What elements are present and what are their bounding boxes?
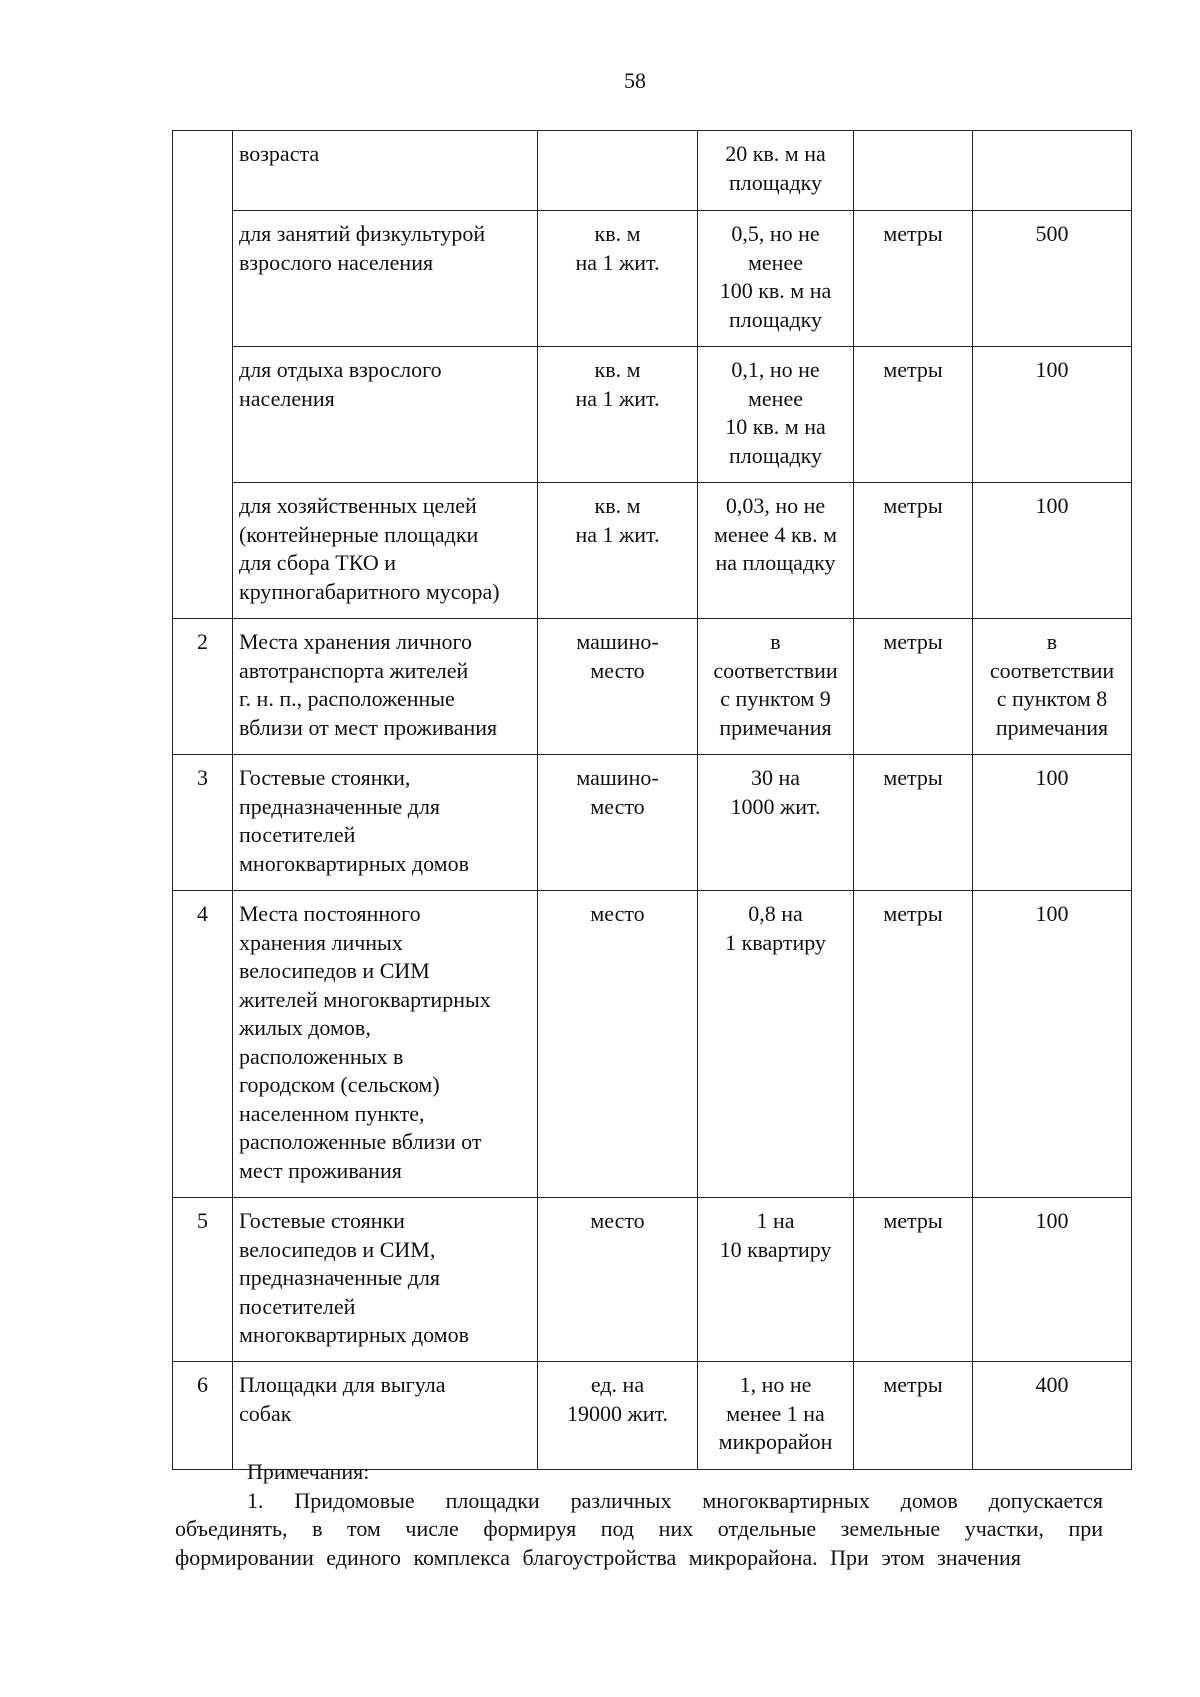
norm-cell: 0,03, но не менее 4 кв. м на площадку	[698, 483, 854, 619]
distance-cell	[973, 131, 1132, 211]
norm-cell: 0,5, но не менее 100 кв. м на площадку	[698, 211, 854, 347]
row-number-cell: 2	[173, 619, 233, 755]
table-row	[173, 211, 1132, 347]
measure-cell: метры	[854, 211, 973, 347]
norm-cell: 20 кв. м на площадку	[698, 131, 854, 211]
table-row	[173, 891, 1132, 1198]
distance-cell: 100	[973, 347, 1132, 483]
measure-cell: метры	[854, 1362, 973, 1470]
name-cell: Площадки для выгула собак	[233, 1362, 538, 1470]
norm-cell: 0,1, но не менее 10 кв. м на площадку	[698, 347, 854, 483]
table-row	[173, 483, 1132, 619]
measure-cell: метры	[854, 347, 973, 483]
distance-cell: 100	[973, 1198, 1132, 1362]
page-number: 58	[624, 68, 646, 93]
norm-cell: в соответствии с пунктом 9 примечания	[698, 619, 854, 755]
table-row	[173, 1362, 1132, 1470]
measure-cell: метры	[854, 755, 973, 891]
distance-cell: 100	[973, 891, 1132, 1198]
norm-cell: 0,8 на 1 квартиру	[698, 891, 854, 1198]
distance-cell: 400	[973, 1362, 1132, 1470]
name-cell: для занятий физкультурой взрослого населения	[233, 211, 538, 347]
unit-cell: ед. на 19000 жит.	[538, 1362, 698, 1470]
table-row	[173, 755, 1132, 891]
name-cell: возраста	[233, 131, 538, 211]
name-cell: Места постоянного хранения личных велосипедов и СИМ жителей многоквартирных жилых домов, расположенных в городском (сельском) населенном пункте, расположенные вблизи от мест проживания	[233, 891, 538, 1198]
measure-cell: метры	[854, 891, 973, 1198]
unit-cell	[538, 131, 698, 211]
unit-cell: машино- место	[538, 619, 698, 755]
table-row	[173, 131, 1132, 211]
name-cell: Места хранения личного автотранспорта жителей г. н. п., расположенные вблизи от мест проживания	[233, 619, 538, 755]
name-cell: для отдыха взрослого населения	[233, 347, 538, 483]
distance-cell: 500	[973, 211, 1132, 347]
distance-cell: 100	[973, 755, 1132, 891]
measure-cell	[854, 131, 973, 211]
norm-cell: 1 на 10 квартиру	[698, 1198, 854, 1362]
unit-cell: место	[538, 891, 698, 1198]
row-number-cell: 6	[173, 1362, 233, 1470]
norm-cell: 30 на 1000 жит.	[698, 755, 854, 891]
unit-cell: кв. м на 1 жит.	[538, 347, 698, 483]
table-row	[173, 619, 1132, 755]
norms-table	[172, 130, 1132, 1470]
note-paragraph: 1. Придомовые площадки различных многоквартирных домов допускается объединять, в том числе формируя под них отдельные земельные участки, при формировании единого комплекса благоустройства микрорайона. При этом значения	[175, 1487, 1103, 1570]
norm-cell: 1, но не менее 1 на микрорайон	[698, 1362, 854, 1470]
unit-cell: кв. м на 1 жит.	[538, 483, 698, 619]
unit-cell: место	[538, 1198, 698, 1362]
distance-cell: 100	[973, 483, 1132, 619]
table-row	[173, 1198, 1132, 1362]
measure-cell: метры	[854, 1198, 973, 1362]
measure-cell: метры	[854, 483, 973, 619]
notes-title: Примечания:	[247, 1459, 370, 1484]
unit-cell: кв. м на 1 жит.	[538, 211, 698, 347]
table-row	[173, 347, 1132, 483]
name-cell: для хозяйственных целей (контейнерные площадки для сбора ТКО и крупногабаритного мусора)	[233, 483, 538, 619]
measure-cell: метры	[854, 619, 973, 755]
row-number-cell: 5	[173, 1198, 233, 1362]
notes-section	[175, 1458, 1103, 1572]
row-number-cell	[173, 131, 233, 619]
name-cell: Гостевые стоянки, предназначенные для посетителей многоквартирных домов	[233, 755, 538, 891]
unit-cell: машино- место	[538, 755, 698, 891]
row-number-cell: 4	[173, 891, 233, 1198]
name-cell: Гостевые стоянки велосипедов и СИМ, предназначенные для посетителей многоквартирных домов	[233, 1198, 538, 1362]
distance-cell: в соответствии с пунктом 8 примечания	[973, 619, 1132, 755]
row-number-cell: 3	[173, 755, 233, 891]
